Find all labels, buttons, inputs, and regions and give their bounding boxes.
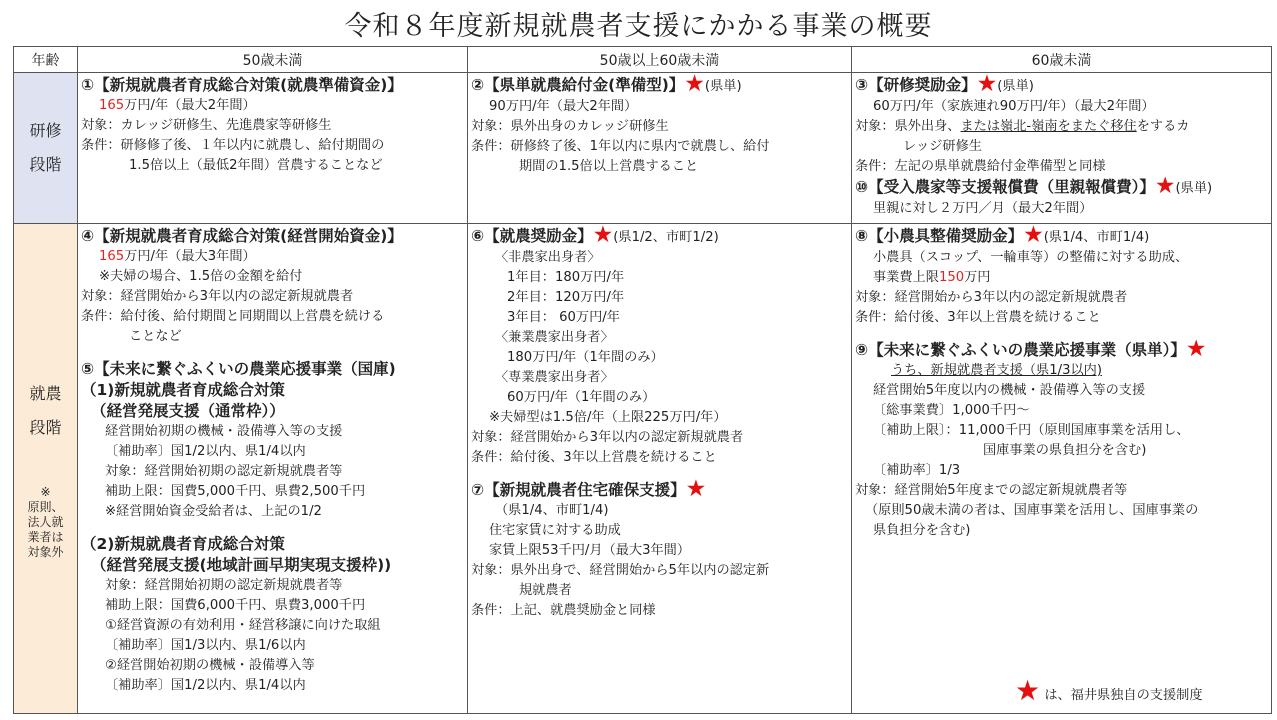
amount-line <box>81 247 464 267</box>
detail-line: 条件：給付後、給付期間と同期間以上営農を続ける <box>81 309 385 324</box>
program-table <box>13 46 1272 714</box>
heading-text: ③【研修奨励金】 <box>855 76 977 94</box>
heading-text: ②【県単就農給付金(準備型)】 <box>471 76 685 94</box>
heading-text: ⑨【未来に繋ぐふくいの農業応援事業（県単）】 <box>855 341 1186 359</box>
sub-heading: （2)新規就農者育成総合対策 <box>81 535 285 553</box>
program-heading <box>471 476 848 502</box>
detail-line: （県1/4、市町1/4) <box>495 503 609 518</box>
program-heading: ①【新規就農者育成総合対策(就農準備資金)】 <box>81 76 403 94</box>
star-icon: ★ <box>1015 674 1041 707</box>
spacer <box>471 468 848 480</box>
sub-heading: （1)新規就農者育成総合対策 <box>81 381 285 399</box>
detail-line: 〔補助率〕国1/3以内、県1/6以内 <box>105 638 306 653</box>
text: 事業費上限 <box>873 270 939 285</box>
detail-line: 経営開始初期の機械・設備導入等の支援 <box>105 424 343 439</box>
star-icon: ★ <box>685 476 707 502</box>
heading-text: ⑦【新規就農者住宅確保支援】 <box>471 481 686 499</box>
detail-line: ②経営開始初期の機械・設備導入等 <box>105 658 315 673</box>
note-line: 対象外 <box>27 545 64 559</box>
star-icon: ★ <box>1023 223 1044 248</box>
header-under-50: 50歳未満 <box>78 47 468 73</box>
note-line: ※ <box>40 485 51 499</box>
program-heading <box>855 173 1268 199</box>
underlined-line: うち、新規就農者支援（県1/3以内) <box>891 363 1102 378</box>
funding-tag: (県単) <box>704 79 742 94</box>
spacer <box>81 522 464 534</box>
detail-line: 90万円/年（最大2年間） <box>489 99 638 114</box>
underlined-text: または嶺北-嶺南をまたぐ移住 <box>960 119 1137 134</box>
program-heading <box>471 72 848 97</box>
detail-line: 〔補助率〕国1/2以内、県1/4以内 <box>105 444 306 459</box>
detail-line: 国庫事業の県負担分を含む) <box>983 443 1147 458</box>
program-heading <box>855 72 1268 97</box>
spacer <box>81 347 464 359</box>
row-label-line: 段階 <box>29 155 62 174</box>
detail-line: 60万円/年（家族連れ90万円/年）（最大2年間） <box>873 99 1155 114</box>
detail-line: 条件：給付後、3年以上営農を続けること <box>471 450 717 465</box>
cell-farming-under-60 <box>852 224 1272 714</box>
detail-line: 対象：経営開始5年度までの認定新規就農者等 <box>855 483 1128 498</box>
training-stage-label <box>14 73 78 224</box>
cell-training-under-60 <box>852 73 1272 224</box>
funding-tag: (県1/4、市町1/4) <box>1043 230 1150 245</box>
heading-text: ⑥【就農奨励金】 <box>471 227 593 245</box>
detail-line: 補助上限：国費5,000千円、県費2,500千円 <box>105 484 366 499</box>
detail-line: 180万円/年（1年間のみ） <box>507 350 664 365</box>
detail-line: 2年目：120万円/年 <box>507 290 625 305</box>
amount-value: 165 <box>99 249 125 264</box>
funding-tag: (県1/2、市町1/2) <box>613 230 719 245</box>
note-line: 法人就 <box>27 515 64 529</box>
note-line: 原則、 <box>27 500 64 514</box>
detail-line: 60万円/年（1年間のみ） <box>507 390 656 405</box>
detail-line: 規就農者 <box>519 583 572 598</box>
detail-line: 期間の1.5倍以上営農すること <box>519 159 699 174</box>
header-50-to-60: 50歳以上60歳未満 <box>468 47 852 73</box>
amount-unit: 万円/年（最大2年間） <box>124 98 256 113</box>
detail-line: ことなど <box>129 329 182 344</box>
detail-line: ※夫婦型は1.5倍/年（上限225万円/年） <box>489 410 727 425</box>
header-age: 年齢 <box>14 47 78 73</box>
program-heading <box>471 223 848 248</box>
detail-line: 対象：経営開始初期の認定新規就農者等 <box>105 464 343 479</box>
detail-line: 条件：左記の県単就農給付金準備型と同様 <box>855 159 1106 174</box>
detail-line: 県負担分を含む) <box>873 523 971 538</box>
amount-value: 150 <box>938 270 965 285</box>
program-heading <box>855 336 1268 362</box>
star-icon: ★ <box>976 72 998 97</box>
detail-line: 里親に対し２万円／月（最大2年間） <box>873 201 1093 216</box>
detail-line: 条件：上記、就農奨励金と同様 <box>471 603 656 618</box>
training-stage-row <box>14 73 1272 224</box>
note-line: 業者は <box>27 530 64 544</box>
detail-line: （原則50歳未満の者は、国庫事業を活用し、国庫事業の <box>865 503 1199 518</box>
header-row <box>14 47 1272 73</box>
header-under-60: 60歳未満 <box>852 47 1272 73</box>
detail-line: 〈非農家出身者〉 <box>495 250 601 265</box>
detail-line: 対象：カレッジ研修生、先進農家等研修生 <box>81 118 332 133</box>
amount-value: 165 <box>99 98 125 113</box>
detail-line: 条件：給付後、3年以上営農を続けること <box>855 310 1101 325</box>
detail-line: 対象：経営開始初期の認定新規就農者等 <box>105 578 343 593</box>
sub-heading: （経営発展支援(地域計画早期実現支援枠)) <box>91 556 392 574</box>
detail-line: 〈専業農家出身者〉 <box>495 370 614 385</box>
detail-line: 対象：経営開始から3年以内の認定新規就農者 <box>81 289 354 304</box>
amount-line <box>81 96 464 116</box>
detail-line <box>855 117 1268 137</box>
detail-line: 3年目： 60万円/年 <box>507 310 620 325</box>
text: 万円 <box>964 270 991 285</box>
detail-line: 対象：県外出身で、経営開始から5年以内の認定新 <box>471 563 770 578</box>
row-label-line: 就農 <box>29 384 62 403</box>
detail-line: ※夫婦の場合、1.5倍の金額を給付 <box>99 269 303 284</box>
detail-line: 条件：研修終了後、1年以内に県内で就農し、給付 <box>471 139 770 154</box>
detail-line: 対象：経営開始から3年以内の認定新規就農者 <box>855 290 1128 305</box>
amount-unit: 万円/年（最大3年間） <box>124 249 256 264</box>
star-icon: ★ <box>1154 173 1176 199</box>
star-icon: ★ <box>1185 336 1207 362</box>
star-icon: ★ <box>592 223 614 248</box>
detail-line: レッジ研修生 <box>903 139 982 154</box>
detail-line: 対象：県外出身のカレッジ研修生 <box>471 119 669 134</box>
detail-line: 家賃上限53千円/月（最大3年間） <box>489 543 691 558</box>
text: をするカ <box>1136 119 1190 134</box>
detail-line: 1年目：180万円/年 <box>507 270 625 285</box>
detail-line: 〔補助率〕国1/2以内、県1/4以内 <box>105 678 306 693</box>
farming-stage-row <box>14 224 1272 714</box>
detail-line: ※経営開始資金受給者は、上記の1/2 <box>105 504 322 519</box>
text: 対象：県外出身、 <box>855 119 961 134</box>
heading-text: ⑧【小農具整備奨励金】 <box>855 227 1024 245</box>
funding-tag: (県単) <box>997 79 1034 94</box>
detail-line: 〔総事業費〕1,000千円～ <box>873 403 1030 418</box>
row-label-line: 段階 <box>29 418 62 437</box>
program-heading: ⑤【未来に繋ぐふくいの農業応援事業（国庫) <box>81 360 396 378</box>
cell-training-under-50 <box>78 73 468 224</box>
page-title: 令和８年度新規就農者支援にかかる事業の概要 <box>344 11 933 42</box>
cell-farming-under-50 <box>78 224 468 714</box>
detail-line: 小農具（スコップ、一輪車等）の整備に対する助成、 <box>873 250 1189 265</box>
legend <box>1015 674 1203 707</box>
star-icon: ★ <box>684 72 705 97</box>
exclusion-note <box>14 485 77 560</box>
detail-line <box>855 268 1268 288</box>
detail-line: 〔補助上限〕：11,000千円（原則国庫事業を活用し、 <box>873 423 1190 438</box>
legend-text: は、福井県独自の支援制度 <box>1044 688 1203 703</box>
detail-line: 住宅家賃に対する助成 <box>489 523 621 538</box>
detail-line: 〔補助率〕1/3 <box>873 463 961 478</box>
program-heading: ④【新規就農者育成総合対策(経営開始資金)】 <box>81 227 403 245</box>
heading-text: ⑩【受入農家等支援報償費（里親報償費）】 <box>855 178 1155 196</box>
sub-heading: （経営発展支援（通常枠）） <box>91 402 285 420</box>
detail-line: 1.5倍以上（最低2年間）営農することなど <box>129 158 383 173</box>
detail-line: ①経営資源の有効利用・経営移譲に向けた取組 <box>105 618 381 633</box>
cell-training-50-60 <box>468 73 852 224</box>
detail-line: 経営開始5年度以内の機械・設備導入等の支援 <box>873 383 1146 398</box>
detail-line: 対象：経営開始から3年以内の認定新規就農者 <box>471 430 744 445</box>
detail-line: 条件：研修修了後、１年以内に就農し、給付期間の <box>81 138 385 153</box>
detail-line: 補助上限：国費6,000千円、県費3,000千円 <box>105 598 366 613</box>
farming-stage-label <box>14 224 78 714</box>
cell-farming-50-60 <box>468 224 852 714</box>
detail-line: 〈兼業農家出身者〉 <box>495 330 614 345</box>
program-heading <box>855 223 1268 248</box>
funding-tag: (県単) <box>1175 181 1213 196</box>
row-label-line: 研修 <box>29 121 62 140</box>
